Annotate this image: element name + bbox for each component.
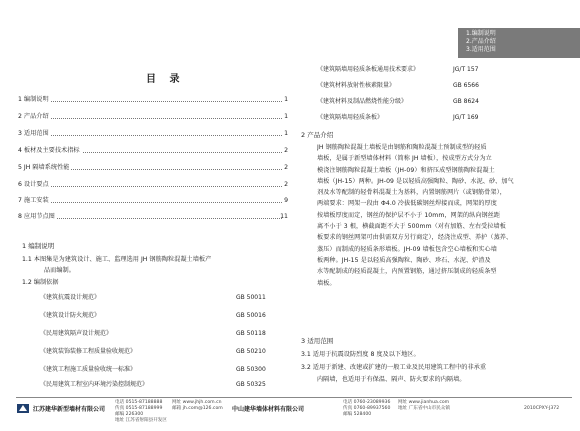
standard-name: 《民用建筑隔声设计规范》 xyxy=(40,330,113,337)
text-line: 水等配制成的轻质混凝土，内预置钢筋，通过挤压制成的轻质条型 xyxy=(317,268,497,276)
toc-page: 1 xyxy=(284,113,288,120)
footer-contact-line: 传真 0515-87188999 xyxy=(115,406,163,411)
standard-code: GB 50210 xyxy=(236,348,266,355)
toc-item[interactable] xyxy=(18,211,288,223)
text-line: 蒸压）而制成的轻质条形墙板。JH-09 墙板包含空心墙板和实心墙 xyxy=(317,245,497,253)
toc-item[interactable] xyxy=(18,145,288,157)
footer-contact-line: 邮编 226300 xyxy=(115,412,144,417)
toc-item[interactable] xyxy=(18,128,288,140)
text-line: 两端要求：网架一段由 Φ4.0 冷拔低碳钢丝焊接而成，网架的厚度 xyxy=(317,200,497,208)
standard-code: GB 6566 xyxy=(453,82,479,89)
standard-code: JG/T 157 xyxy=(453,66,479,73)
standard-row xyxy=(317,96,517,107)
standard-row xyxy=(40,347,290,357)
standard-code: GB 50016 xyxy=(236,312,266,319)
standard-name: 《建筑隔墙用轻质条板通用技术要求》 xyxy=(317,66,420,73)
para-1-1: 1.1 本图集是为建筑设计、施工、监理选用 JH 钢筋陶粒混凝土墙板产 xyxy=(22,256,212,263)
toc-page: 9 xyxy=(284,197,288,204)
text-line: 模浇注钢筋陶粒混凝土墙板（JH-09）和挤压成型钢筋陶粒混凝土 xyxy=(317,166,495,174)
toc-page: 1 xyxy=(284,96,288,103)
standard-name: 《民用建筑工程室内环境污染控制规范》 xyxy=(40,381,149,388)
footer-address: 地址 江苏省射阳县开发区 xyxy=(115,418,167,423)
para-3-2: 3.2 适用于新建、改建或扩建的一般工业及民用建筑工程中的非承重 xyxy=(301,364,487,371)
toc-label: 4 板材及主要技术指标 xyxy=(18,145,82,157)
standard-name: 《建筑材料放射性核素限量》 xyxy=(317,82,396,89)
footer-contact-line: 邮编 528400 xyxy=(343,412,372,417)
footer-contact-line: 网址 www.jhjh.com.cn xyxy=(172,400,222,405)
standard-code: GB 50300 xyxy=(236,366,266,373)
company-name-center: 中山建华墙体材料有限公司 xyxy=(232,406,305,413)
toc-label: 8 应用节点图 xyxy=(18,211,57,223)
toc-label: 1 编制说明 xyxy=(18,94,51,106)
footer-contact-line: 网址 www.jianhua.com xyxy=(398,400,450,405)
footer-contact-line: 邮箱 jh.com@126.com xyxy=(172,406,223,411)
section-tab xyxy=(458,28,580,58)
toc-label: 6 设计要点 xyxy=(18,179,51,191)
tab-line: 2.产品介绍 xyxy=(466,38,496,45)
toc-label: 7 施工安装 xyxy=(18,195,51,207)
standard-row xyxy=(317,112,517,123)
toc-page: 2 xyxy=(284,181,288,188)
standard-row xyxy=(40,329,290,339)
text-line: 墙板，是属于新型墙体材料（简称 JH 墙板），按成型方式分为立 xyxy=(317,155,492,163)
text-line: 墙板（JH-15）两种。JH-09 是以轻质高强陶粒、陶砂、水泥、砂、加气 xyxy=(317,177,514,185)
para-3-1: 3.1 适用于抗震设防烈度 8 度及以下地区。 xyxy=(301,351,420,358)
footer-divider xyxy=(16,397,572,398)
product-intro-text xyxy=(317,142,569,289)
toc-page: 2 xyxy=(284,164,288,171)
standard-name: 《建筑隔墙用轻质条板》 xyxy=(317,114,384,121)
standard-row xyxy=(40,380,290,390)
text-line: 板两种。JH-15 是以轻质高强陶粒、陶砂、珍石、水泥、炉渣及 xyxy=(317,256,491,264)
page-code: 2010CPXY-J372 xyxy=(524,406,560,411)
standard-row xyxy=(40,293,290,303)
footer-contact-line: 电话 0760-23089936 xyxy=(343,400,391,405)
toc-item[interactable] xyxy=(18,94,288,106)
company-name-left: 江苏建华新型墙材有限公司 xyxy=(33,406,106,413)
text-line: 离不小于 3 根，横截面距不大于 500mm（对有加筋、左右受拉墙板 xyxy=(317,223,506,231)
standard-name: 《建筑抗震设计规范》 xyxy=(40,294,101,301)
standard-name: 《建筑材料及制品燃烧性能分级》 xyxy=(317,98,408,105)
toc-page: 2 xyxy=(284,147,288,154)
standard-name: 《建筑设计防火规范》 xyxy=(40,312,101,319)
toc-item[interactable] xyxy=(18,179,288,191)
standard-row xyxy=(40,365,290,375)
footer-contact-line: 电话 0515-87188888 xyxy=(115,400,163,405)
toc-item[interactable] xyxy=(18,162,288,174)
tab-line: 3.适用范围 xyxy=(466,46,496,53)
toc-page: 1 xyxy=(284,130,288,137)
standard-code: GB 50011 xyxy=(236,294,266,301)
standard-row xyxy=(317,80,517,91)
tab-line: 1.编制说明 xyxy=(466,30,496,37)
toc-item[interactable] xyxy=(18,195,288,207)
standard-code: JG/T 169 xyxy=(453,114,479,121)
toc-label: 3 适用范围 xyxy=(18,128,51,140)
footer-contact-line: 传真 0760-89937560 xyxy=(343,406,391,411)
toc-page: 11 xyxy=(280,213,288,220)
standard-code: GB 8624 xyxy=(453,98,479,105)
text-line: 按墙板厚度而定，钢丝的保护层不小于 10mm，网架的纵向钢丝距 xyxy=(317,211,501,219)
section-2-heading: 2 产品介绍 xyxy=(301,131,334,139)
standard-name: 《建筑装饰装修工程质量验收规范》 xyxy=(40,348,137,355)
standard-code: GB 50325 xyxy=(236,381,266,388)
toc-label: 2 产品介绍 xyxy=(18,111,51,123)
toc-label: 5 JH 隔墙系统性能 xyxy=(18,162,71,174)
standard-name: 《建筑工程施工质量验收统一标准》 xyxy=(40,366,137,373)
text-line: 墙板。 xyxy=(317,279,336,287)
text-line: JH 钢筋陶粒混凝土墙板是由钢筋和陶粒混凝土预制成型的轻质 xyxy=(317,144,487,151)
standard-row xyxy=(317,64,517,75)
toc-item[interactable] xyxy=(18,111,288,123)
text-line: 板要求的钢丝网架可由供需双方另行商定），经浇注成型、养护（蒸养、 xyxy=(317,234,513,242)
text-line: 剂及水等配制的轻骨料混凝土为基料，内置钢筋网片（或钢筋骨架）， xyxy=(317,189,506,197)
para-1-1-cont: 品而编制。 xyxy=(44,267,75,274)
standard-row xyxy=(40,311,290,321)
para-1-2: 1.2 编制依据 xyxy=(22,279,59,286)
company-logo-icon xyxy=(16,402,30,414)
standard-code: GB 50118 xyxy=(236,330,266,337)
toc-title: 目 录 xyxy=(146,74,185,85)
section-3-heading: 3 适用范围 xyxy=(301,337,334,345)
footer-contact-line: 地址 广东省中山市民众镇 xyxy=(398,406,450,411)
section-1-heading: 1 编制说明 xyxy=(22,242,55,250)
para-3-2-cont: 内隔墙，也适用于有保温、隔声、防火要求的内隔墙。 xyxy=(317,376,466,383)
